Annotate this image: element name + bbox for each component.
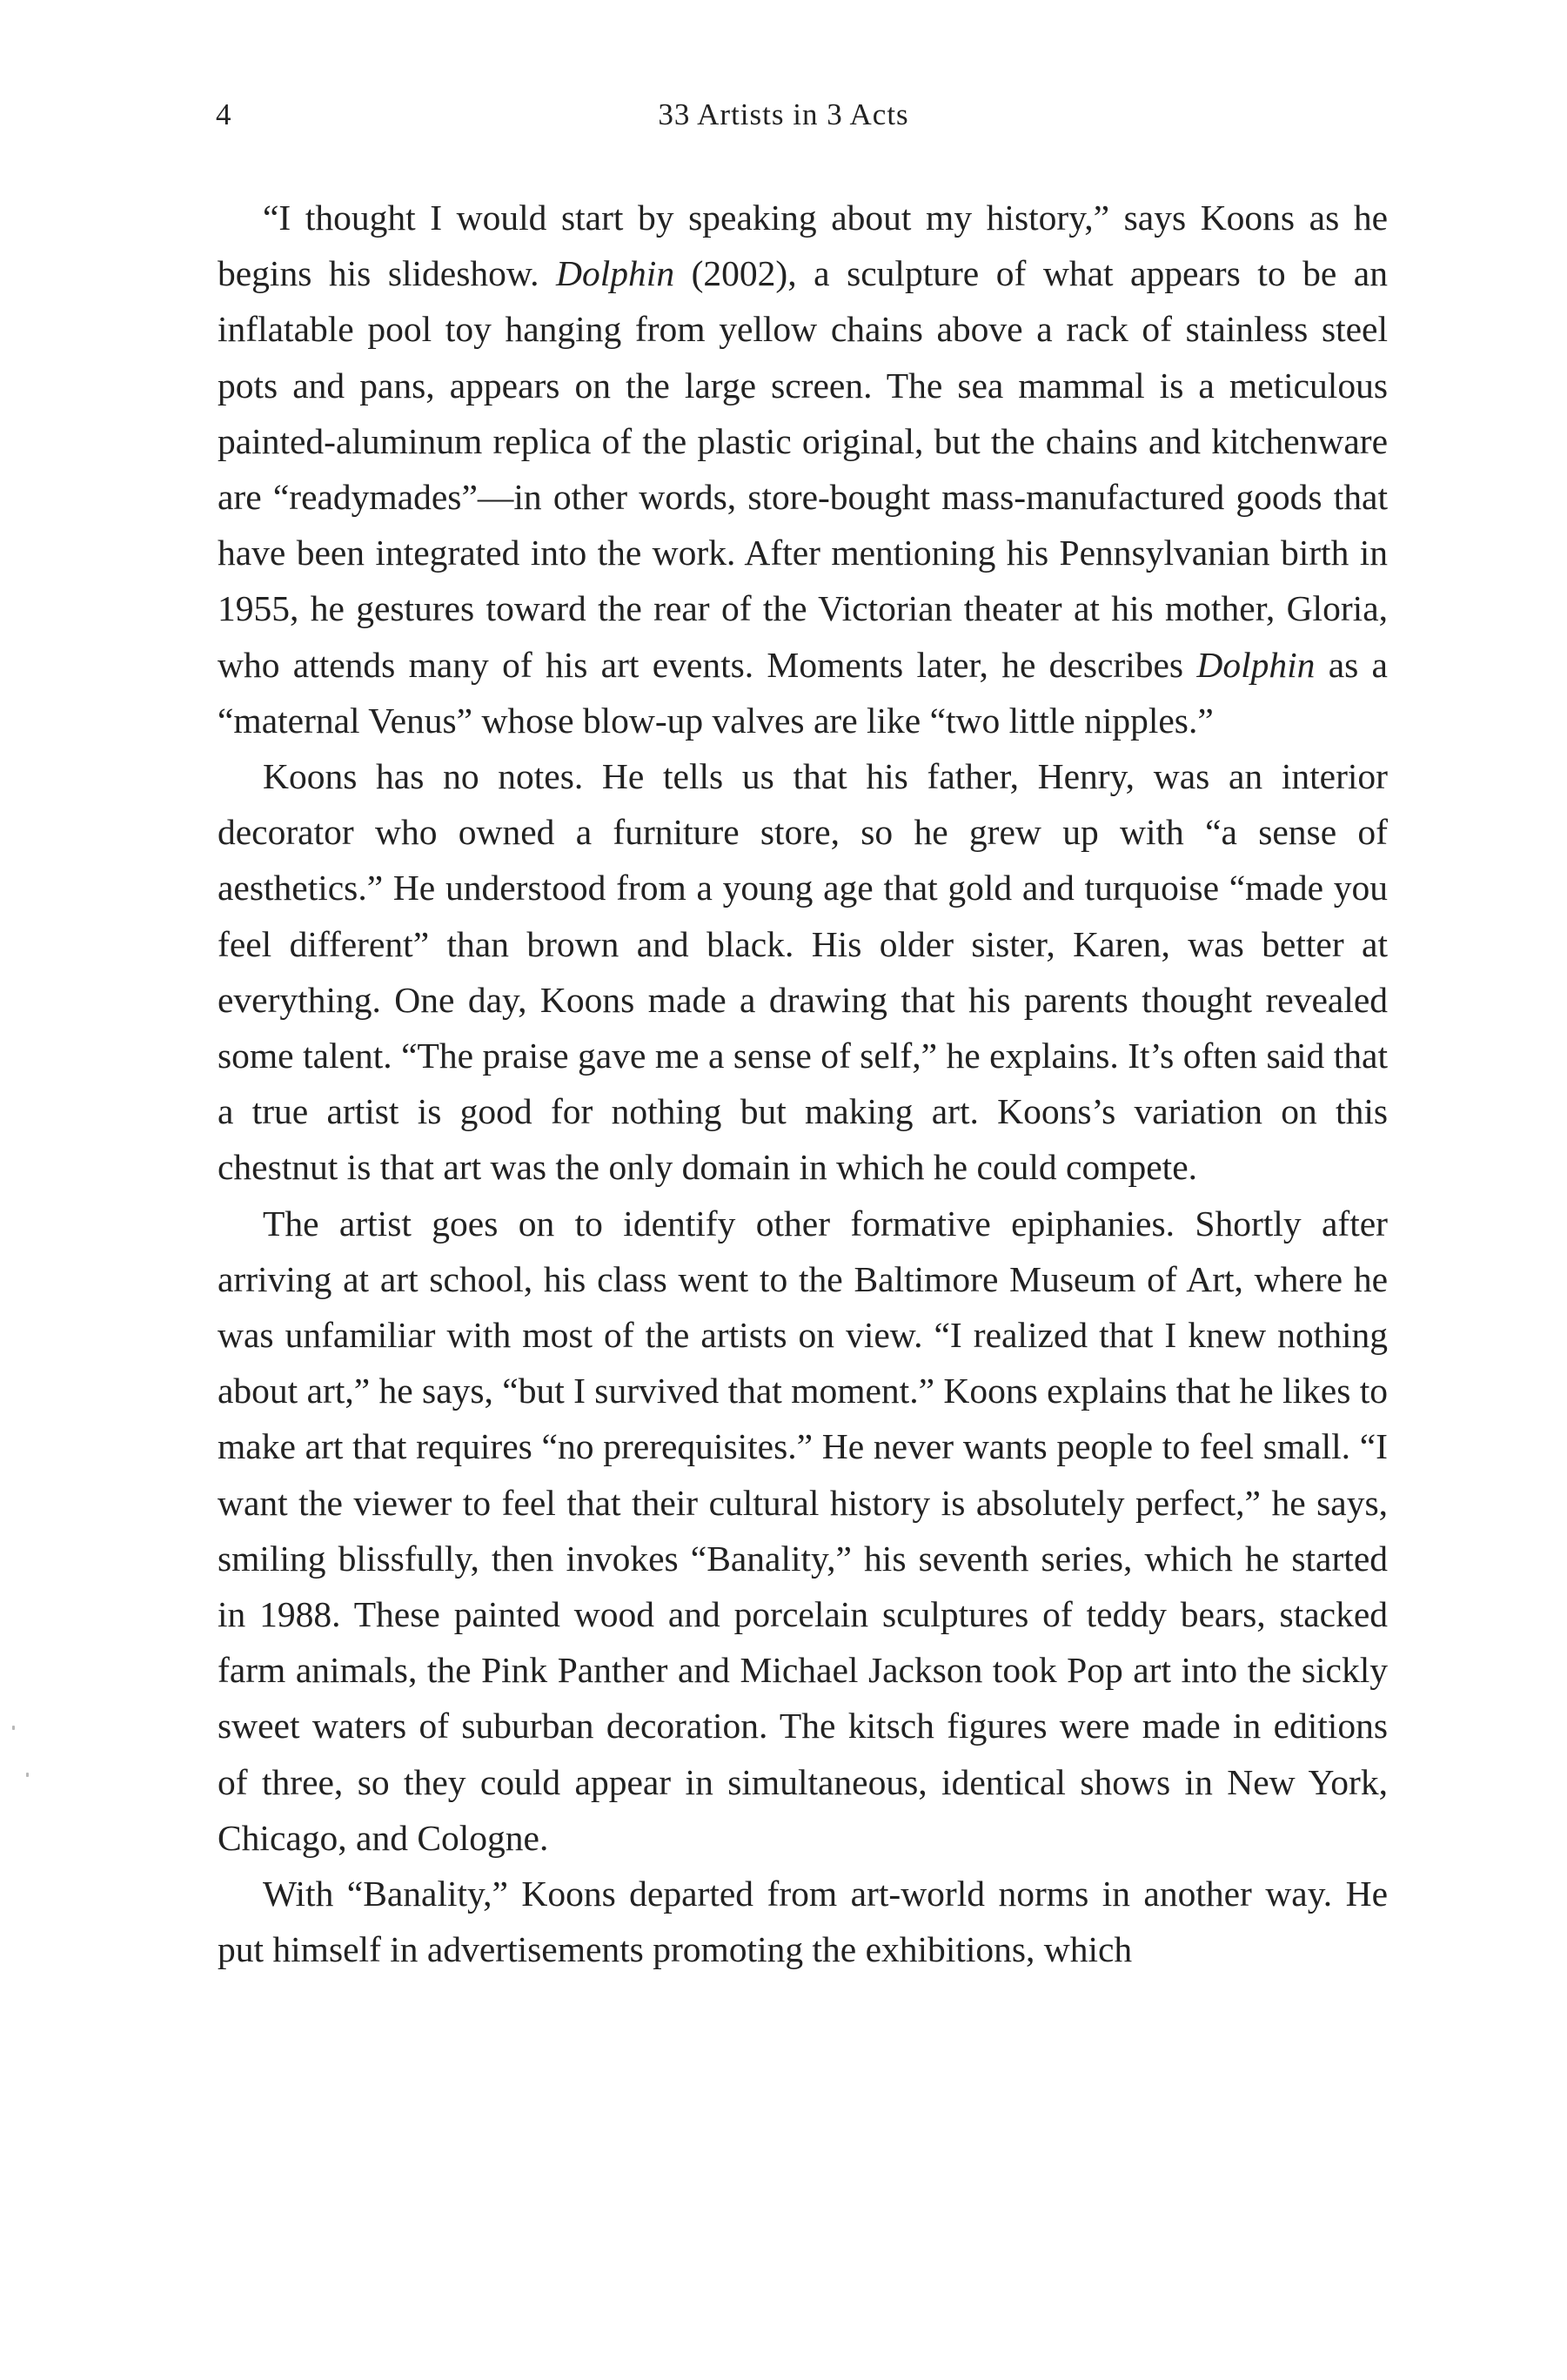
text-run: “I thought I would start by speaking about my history,” says Koons as he begins his slideshow. (218, 198, 1388, 294)
text-run: (2002), a sculpture of what appears to be an inflatable pool toy hanging from yellow chains above a rack of stainless steel pots and pans, appears on the large screen. The sea mammal is a meticulous painted-aluminum replica of the plastic original, but the chains and kitchenware are “readymades”—in other words, store-bought mass-manufactured goods that have been integrated into the work. After mentioning his Pennsylvanian birth in 1955, he gestures toward the rear of the Victorian theater at his mother, Gloria, who attends many of his art events. Moments later, he describes (218, 253, 1388, 685)
text-run: The artist goes on to identify other formative epiphanies. Shortly after arriving at art school, his class went to the Baltimore Museum of Art, where he was unfamiliar with most of the artists on view. “I realized that I knew nothing about art,” he says, “but I survived that moment.” Koons explains that he likes to make art that requires “no prerequisites.” He never wants people to feel small. “I want the viewer to feel that their cultural history is absolutely perfect,” he says, smiling blissfully, then invokes “Banality,” his seventh series, which he started in 1988. These painted wood and porcelain sculptures of teddy bears, stacked farm animals, the Pink Panther and Michael Jackson took Pop art into the sickly sweet waters of suburban decoration. The kitsch figures were made in editions of three, so they could appear in simultaneous, identical shows in New York, Chicago, and Cologne. (218, 1203, 1388, 1858)
body-text (218, 190, 1388, 1978)
text-run: Koons has no notes. He tells us that his father, Henry, was an interior decorator who owned a furniture store, so he grew up with “a sense of aesthetics.” He understood from a young age that gold and turquoise “made you feel different” than brown and black. His older sister, Karen, was better at everything. One day, Koons made a drawing that his parents thought revealed some talent. “The praise gave me a sense of self,” he explains. It’s often said that a true artist is good for nothing but making art. Koons’s variation on this chestnut is that art was the only domain in which he could compete. (218, 756, 1388, 1188)
text-run: as a “maternal Venus” whose blow-up valves are like “two little nipples.” (218, 644, 1388, 741)
scan-speck (12, 1726, 15, 1730)
paragraph-1 (218, 190, 1388, 748)
artwork-title: Dolphin (556, 253, 675, 294)
paragraph-2 (218, 748, 1388, 1196)
paragraph-4 (218, 1866, 1388, 1977)
running-head-title: 33 Artists in 3 Acts (658, 97, 909, 131)
artwork-title: Dolphin (1196, 644, 1316, 685)
page-number: 4 (216, 97, 231, 131)
paragraph-3 (218, 1196, 1388, 1866)
scan-speck (26, 1773, 29, 1777)
text-run: With “Banality,” Koons departed from art-world norms in another way. He put himself in advertisements promoting the exhibitions, which (218, 1874, 1388, 1970)
